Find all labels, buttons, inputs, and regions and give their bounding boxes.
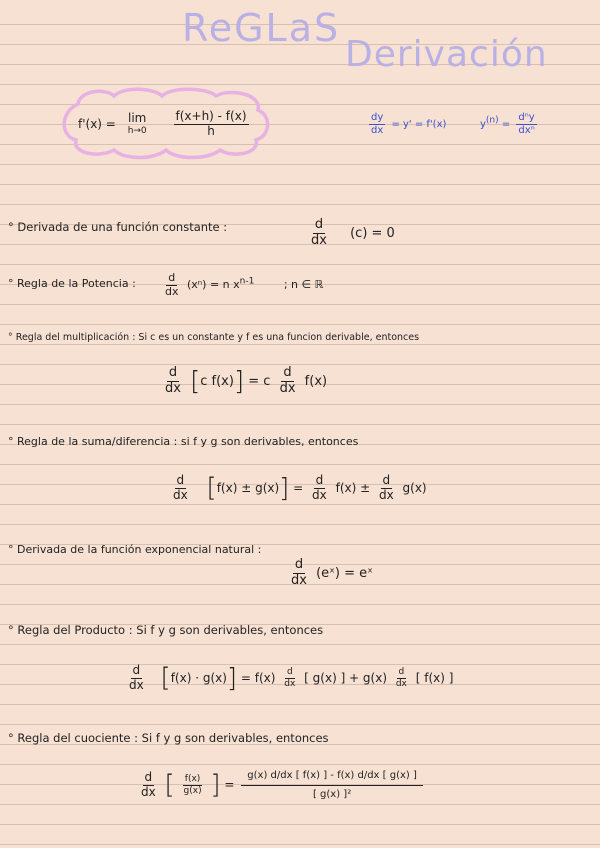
- dny-dxn: [516, 112, 536, 136]
- dx: dx: [279, 380, 296, 396]
- quotient-numerator: g(x) d/dx [ f(x) ] - f(x) d/dx [ g(x) ]: [241, 770, 423, 786]
- rule-constant-multiple: [8, 332, 419, 343]
- bracket-close: ]: [226, 663, 238, 694]
- d: d: [144, 769, 153, 784]
- d: d: [294, 557, 304, 572]
- dy: dy: [371, 112, 384, 123]
- definition-lhs: f'(x) =: [78, 116, 116, 131]
- dny: dⁿy: [518, 112, 535, 123]
- formula-sum: [168, 474, 427, 503]
- d-dx: [394, 667, 409, 689]
- leibniz-notation: [366, 112, 446, 136]
- dx: dx: [165, 380, 181, 396]
- rule-text: Regla de la suma/diferencia : si f y g son derivables, entonces: [17, 435, 359, 448]
- quotient-rhs: [241, 770, 423, 800]
- limit: [126, 112, 149, 136]
- dx: dx: [284, 678, 296, 689]
- rule-text: Regla de la Potencia :: [17, 277, 136, 290]
- prime-notation: = y' = f'(x): [391, 119, 447, 130]
- bullet: °: [8, 220, 14, 234]
- f-over-g: [182, 774, 204, 796]
- fx: f(x): [184, 774, 201, 785]
- dx: dx: [311, 232, 327, 248]
- rule-sum: [8, 435, 358, 448]
- equals: =: [224, 777, 235, 792]
- limit-text: lim: [128, 111, 147, 126]
- yn-order: (n): [485, 115, 499, 126]
- d: d: [176, 473, 185, 487]
- dx: dx: [291, 572, 307, 588]
- d-dx: [309, 218, 329, 249]
- bracket-open: [: [206, 473, 217, 504]
- dx: dx: [378, 487, 394, 502]
- bracket-inner: f(x) ± g(x): [216, 480, 280, 495]
- d: d: [168, 271, 176, 284]
- fx-plusminus: f(x) ±: [335, 480, 371, 495]
- bullet: °: [8, 435, 14, 448]
- bracket-open: [: [190, 366, 201, 397]
- dy-dx: [369, 112, 385, 136]
- rule-text: Regla del cuociente : Si f y g son derivables, entonces: [17, 731, 329, 745]
- higher-derivative: [480, 112, 540, 136]
- bracket-inner: f(x) · g(x): [170, 670, 227, 685]
- bracket-inner: c f(x): [200, 373, 234, 389]
- rule-product: [8, 623, 323, 637]
- product-middle: [ g(x) ] + g(x): [304, 670, 388, 685]
- formula-product: [124, 664, 453, 693]
- d: d: [315, 473, 324, 487]
- title-reglas: ReGLaS: [182, 6, 341, 50]
- bullet: °: [8, 731, 14, 745]
- gx: g(x): [402, 480, 427, 495]
- bullet: °: [8, 332, 13, 343]
- d: d: [286, 667, 293, 678]
- constant-result: (c) = 0: [350, 225, 395, 241]
- dq-denominator: h: [207, 123, 215, 138]
- d-dx: [278, 366, 298, 397]
- rule-exponential: [8, 543, 261, 556]
- quotient-denominator: [ g(x) ]²: [312, 788, 352, 800]
- yn-base: y: [480, 119, 486, 130]
- dx: dx: [371, 124, 384, 136]
- d-dx: [127, 664, 146, 693]
- exp-result: (eˣ) = eˣ: [316, 565, 373, 581]
- bracket-close: ]: [210, 770, 221, 800]
- title-derivacion: Derivación: [345, 34, 548, 75]
- dx: dx: [165, 284, 179, 298]
- difference-quotient: [174, 110, 249, 139]
- product-end: [ f(x) ]: [415, 670, 454, 685]
- definition-formula: [78, 110, 252, 139]
- formula-power: [160, 272, 323, 298]
- d-dx: [289, 558, 309, 589]
- dx: dx: [312, 487, 327, 502]
- dx: dx: [173, 487, 188, 502]
- dxn: dxⁿ: [518, 124, 535, 136]
- d: d: [283, 365, 292, 380]
- rule-text: Derivada de una función constante :: [17, 220, 228, 234]
- rule-quotient: [8, 731, 329, 745]
- dq-numerator: f(x+h) - f(x): [175, 109, 247, 123]
- bullet: °: [8, 543, 14, 556]
- bracket-close: ]: [233, 366, 245, 397]
- equals-c: = c: [248, 373, 271, 389]
- limit-sub: h→0: [127, 126, 147, 137]
- product-fx: = f(x): [240, 670, 276, 685]
- rule-power: [8, 277, 136, 290]
- dx: dx: [129, 677, 144, 692]
- d: d: [168, 365, 178, 380]
- d-dx: [163, 366, 183, 397]
- power-exponent: n-1: [239, 276, 255, 287]
- d-dx: [282, 667, 297, 689]
- fx: f(x): [304, 373, 328, 389]
- rule-text: Regla del Producto : Si f y g son derivables, entonces: [17, 623, 324, 637]
- bullet: °: [8, 623, 14, 637]
- equals: =: [293, 480, 304, 495]
- dx: dx: [141, 784, 156, 799]
- d-dx: [377, 474, 396, 503]
- formula-exponential: [286, 558, 373, 589]
- d: d: [132, 663, 141, 677]
- gx: g(x): [183, 785, 202, 796]
- rule-text: Regla del multiplicación : Si c es un constante y f es una funcion derivable, entonces: [15, 332, 420, 343]
- power-condition: ; n ∈ ℝ: [283, 278, 324, 292]
- dx: dx: [395, 678, 407, 689]
- formula-constant-multiple: [160, 366, 327, 397]
- power-expression: (xⁿ) = n x: [187, 278, 240, 292]
- d-dx: [139, 771, 158, 800]
- d-dx: [163, 272, 181, 298]
- bracket-open: [: [164, 770, 175, 800]
- yn-eq: =: [501, 119, 511, 130]
- bracket-open: [: [160, 663, 171, 694]
- formula-quotient: [136, 770, 426, 800]
- rule-text: Derivada de la función exponencial natural :: [17, 543, 262, 556]
- formula-constant: [306, 218, 395, 249]
- d: d: [314, 217, 324, 232]
- d: d: [398, 667, 405, 678]
- d-dx: [310, 474, 329, 503]
- bracket-close: ]: [279, 473, 290, 504]
- rule-constant: [8, 220, 227, 234]
- bullet: °: [8, 277, 14, 290]
- d-dx: [171, 474, 190, 503]
- d: d: [382, 473, 391, 487]
